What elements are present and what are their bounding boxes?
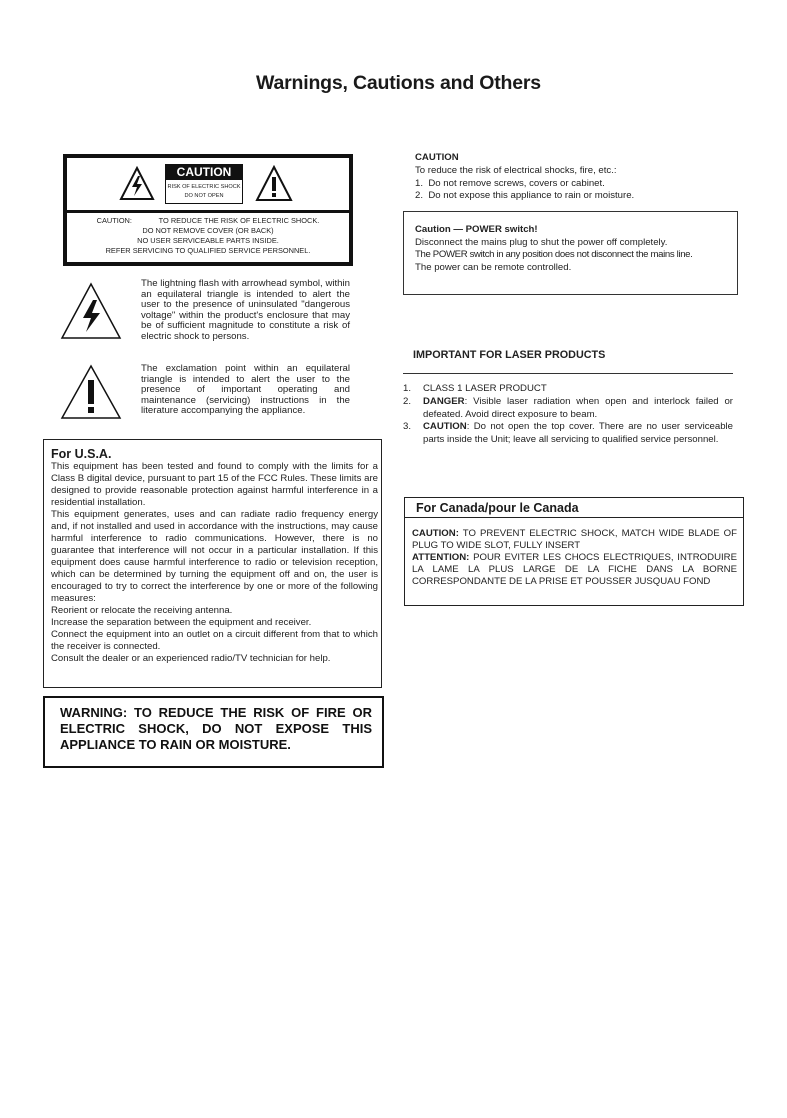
exclamation-symbol-text: The exclamation point within an equilateral triangle is intended to alert the user to the presence of important operating and maintenance (servicing) instructions in the literature accompanying the appliance. <box>141 363 350 417</box>
caution-section <box>415 152 735 203</box>
caution-item-text: Do not remove screws, covers or cabinet. <box>428 177 605 189</box>
caution-label-divider <box>67 210 349 213</box>
caution-item <box>415 190 735 203</box>
caution-badge <box>165 164 243 204</box>
power-switch-line-1: Disconnect the mains plug to shut the power off completely. <box>415 236 668 248</box>
laser-item <box>403 421 733 447</box>
usa-paragraph-1: This equipment has been tested and found to comply with the limits for a Class B digital device, pursuant to part 15 of the FCC Rules. These limits are designed to provide reasonable protection against harmful interference in a residential installation. <box>51 461 378 508</box>
lightning-triangle-icon <box>119 166 155 202</box>
caution-badge-sub-2: DO NOT OPEN <box>184 193 224 199</box>
caution-label-text <box>67 216 349 256</box>
exclamation-triangle-icon <box>60 364 122 420</box>
page-title: Warnings, Cautions and Others <box>256 72 541 94</box>
laser-item-number: 3. <box>403 421 412 433</box>
laser-danger-text: : Visible laser radiation when open and interlock failed or defeated. Avoid direct exposure to beam. <box>423 395 733 420</box>
usa-measure-3: Connect the equipment into an outlet on a circuit different from that to which the receiver is connected. <box>51 629 378 652</box>
caution-label-line-4: REFER SERVICING TO QUALIFIED SERVICE PERSONNEL. <box>105 246 311 255</box>
caution-badge-sub-1: RISK OF ELECTRIC SHOCK <box>167 184 241 190</box>
laser-heading: IMPORTANT FOR LASER PRODUCTS <box>413 349 606 361</box>
laser-item-text: CLASS 1 LASER PRODUCT <box>423 383 547 394</box>
caution-item-number: 1. <box>415 177 424 189</box>
caution-label-line-3: NO USER SERVICEABLE PARTS INSIDE. <box>137 236 279 245</box>
laser-divider <box>403 373 733 374</box>
caution-label-box <box>63 154 353 266</box>
usa-measure-2: Increase the separation between the equipment and receiver. <box>51 617 312 628</box>
caution-intro: To reduce the risk of electrical shocks, fire, etc.: <box>415 164 617 176</box>
caution-label-prefix: CAUTION: <box>96 216 132 225</box>
laser-item <box>403 396 733 422</box>
canada-notice-box <box>404 497 744 606</box>
laser-caution-text: : Do not open the top cover. There are no user serviceable parts inside the Unit; leave all servicing to qualified service personnel. <box>423 421 733 446</box>
laser-item-number: 1. <box>403 383 412 394</box>
usa-notice-box <box>43 439 382 688</box>
power-switch-box <box>403 211 738 295</box>
laser-list <box>403 383 733 447</box>
warning-box <box>43 696 384 768</box>
caution-heading: CAUTION <box>415 152 459 163</box>
exclamation-triangle-icon <box>255 165 293 203</box>
caution-item-text: Do not expose this appliance to rain or moisture. <box>428 190 635 202</box>
lightning-symbol-text: The lightning flash with arrowhead symbol, within an equilateral triangle is intended to alert the user to the presence of uninsulated "dangerous voltage" within the product's enclosure that may be of sufficient magnitude to constitute a risk of electric shock to persons. <box>141 278 350 342</box>
usa-measure-4: Consult the dealer or an experienced radio/TV technician for help. <box>51 653 331 664</box>
warning-text: WARNING: TO REDUCE THE RISK OF FIRE OR ELECTRIC SHOCK, DO NOT EXPOSE THIS APPLIANCE TO RAIN OR MOISTURE. <box>60 705 372 752</box>
caution-label-line-1: TO REDUCE THE RISK OF ELECTRIC SHOCK. <box>158 216 320 225</box>
laser-danger-label: DANGER <box>423 395 465 407</box>
canada-attention-label: ATTENTION: <box>412 552 470 563</box>
usa-heading: For U.S.A. <box>51 447 112 461</box>
laser-item-number: 2. <box>403 395 412 407</box>
canada-caution-label: CAUTION: <box>412 528 459 539</box>
laser-item <box>403 383 733 396</box>
usa-paragraph-2: This equipment generates, uses and can radiate radio frequency energy and, if not installed and used in accordance with the instructions, may cause harmful interference to radio communications. However, there is no guarantee that interference will not occur in a particular installation. If this equipment does cause harmful interference to radio or television reception, which can be determined by turning the equipment off and on, the user is encouraged to try to correct the interference by one or more of the following measures: <box>51 509 378 604</box>
laser-caution-label: CAUTION <box>423 421 467 433</box>
power-switch-heading: Caution — POWER switch! <box>415 224 538 235</box>
power-switch-line-3: The power can be remote controlled. <box>415 261 572 273</box>
canada-heading: For Canada/pour le Canada <box>416 501 579 515</box>
caution-label-line-2: DO NOT REMOVE COVER (OR BACK) <box>142 226 274 235</box>
caution-badge-title: CAUTION <box>166 165 242 180</box>
lightning-triangle-icon <box>60 282 122 340</box>
canada-attention-text: POUR EVITER LES CHOCS ELECTRIQUES, INTRODUIRE LA LAME LA PLUS LARGE DE LA FICHE DANS LA BORNE CORRESPONDANTE DE LA PRISE ET POUSSER JUSQUAU FOND <box>412 552 737 587</box>
caution-item-number: 2. <box>415 190 424 202</box>
power-switch-line-2: The POWER switch in any position does not disconnect the mains line. <box>415 249 693 260</box>
usa-measure-1: Reorient or relocate the receiving antenna. <box>51 605 233 616</box>
caution-item <box>415 178 735 191</box>
canada-caution-text: TO PREVENT ELECTRIC SHOCK, MATCH WIDE BLADE OF PLUG TO WIDE SLOT, FULLY INSERT <box>412 528 737 551</box>
